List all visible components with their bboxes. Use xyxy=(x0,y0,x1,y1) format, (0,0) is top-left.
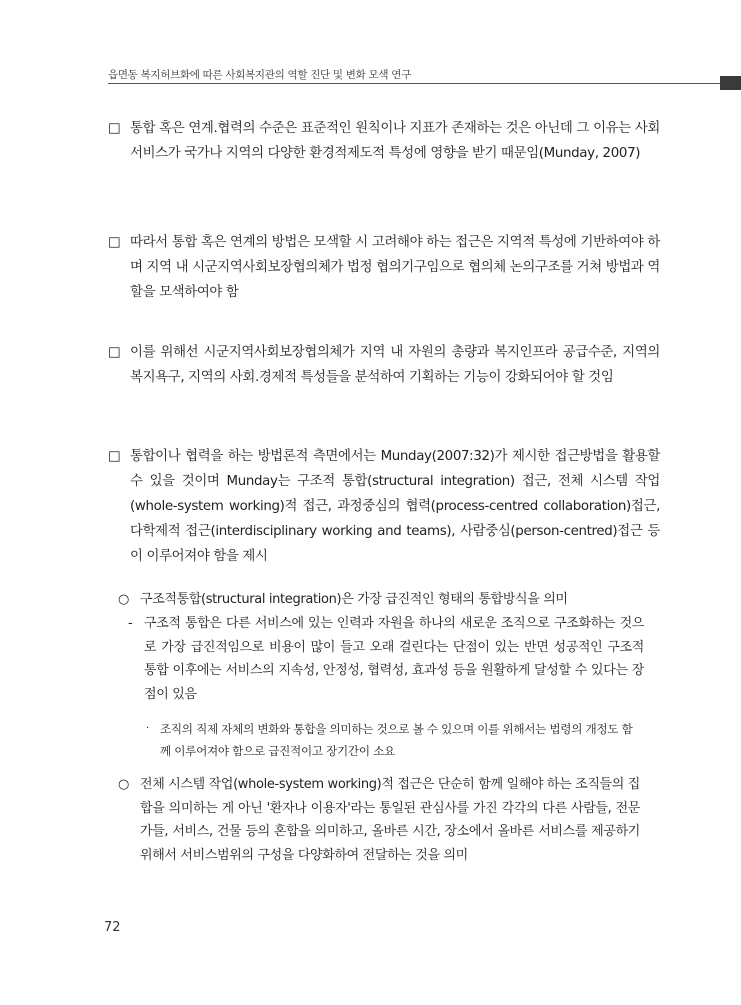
sub-item-text: 전체 시스템 작업(whole-system working)적 접근은 단순히 함께 일해야 하는 조직들의 집합을 의미하는 게 아닌 '환자나 이용자'라는 통일된 관심사를 가진 각각의 다른 사람들, 전문가들, 서비스, 건물 등의 혼합을 의미하고, 올바른 시간, 장소에서 올바른 서비스를 제공하기 위해서 서비스범위의 구성을 다양화하여 전달하는 것을 의미 xyxy=(140,777,640,863)
dot-bullet-icon: · xyxy=(146,723,149,734)
paragraph-4 xyxy=(108,444,660,569)
note-item xyxy=(146,718,638,762)
square-bullet-icon: □ xyxy=(108,449,121,464)
page-number: 72 xyxy=(104,920,121,935)
note-text: 조직의 직제 자체의 변화와 통합을 의미하는 것으로 볼 수 있으며 이를 위해서는 법령의 개정도 함께 이루어져야 함으로 급진적이고 장기간이 소요 xyxy=(160,722,633,758)
square-bullet-icon: □ xyxy=(108,235,121,250)
header-rule xyxy=(108,83,741,84)
sub-item-whole-system xyxy=(118,773,640,867)
paragraph-1 xyxy=(108,116,660,166)
header-tab-marker xyxy=(720,76,741,90)
running-header: 읍면동 복지허브화에 따른 사회복지관의 역할 진단 및 변화 모색 연구 xyxy=(108,69,411,81)
paragraph-text: 통합이나 협력을 하는 방법론적 측면에서는 Munday(2007:32)가 제시한 접근방법을 활용할 수 있을 것이며 Munday는 구조적 통합(structural integration) 접근, 전체 시스템 작업(whole-system working)적 접근, 과정중심의 협력(process-centred collaboration)접근, 다학제적 접근(interdisciplinary working and teams), 사람중심(person-centred)접근 등이 이루어져야 함을 제시 xyxy=(130,449,660,564)
sub-item-text: 구조적통합(structural integration)은 가장 급진적인 형태의 통합방식을 의미 xyxy=(140,592,568,607)
sub-item-structural-integration xyxy=(118,588,640,612)
circle-bullet-icon: ○ xyxy=(118,592,129,607)
paragraph-3 xyxy=(108,340,660,390)
circle-bullet-icon: ○ xyxy=(118,777,129,792)
square-bullet-icon: □ xyxy=(108,121,121,136)
paragraph-text: 통합 혹은 연계.협력의 수준은 표준적인 원칙이나 지표가 존재하는 것은 아닌데 그 이유는 사회서비스가 국가나 지역의 다양한 환경적제도적 특성에 영향을 받기 때문임(Munday, 2007) xyxy=(130,121,660,161)
sub-item-structural-detail xyxy=(128,612,644,706)
dash-bullet-icon: - xyxy=(128,616,133,631)
paragraph-text: 이를 위해선 시군지역사회보장협의체가 지역 내 자원의 총량과 복지인프라 공급수준, 지역의 복지욕구, 지역의 사회.경제적 특성들을 분석하여 기획하는 기능이 강화되어야 할 것임 xyxy=(130,345,660,385)
square-bullet-icon: □ xyxy=(108,345,121,360)
paragraph-2 xyxy=(108,230,660,305)
paragraph-text: 따라서 통합 혹은 연계의 방법은 모색할 시 고려해야 하는 접근은 지역적 특성에 기반하여야 하며 지역 내 시군지역사회보장협의체가 법정 협의기구임으로 협의체 논의구조를 거쳐 방법과 역할을 모색하여야 함 xyxy=(130,235,660,300)
sub-item-text: 구조적 통합은 다른 서비스에 있는 인력과 자원을 하나의 새로운 조직으로 구조화하는 것으로 가장 급진적임으로 비용이 많이 들고 오래 걸린다는 단점이 있는 반면 성공적인 구조적 통합 이후에는 서비스의 지속성, 안정성, 협력성, 효과성 등을 원활하게 달성할 수 있다는 장점이 있음 xyxy=(144,616,644,702)
